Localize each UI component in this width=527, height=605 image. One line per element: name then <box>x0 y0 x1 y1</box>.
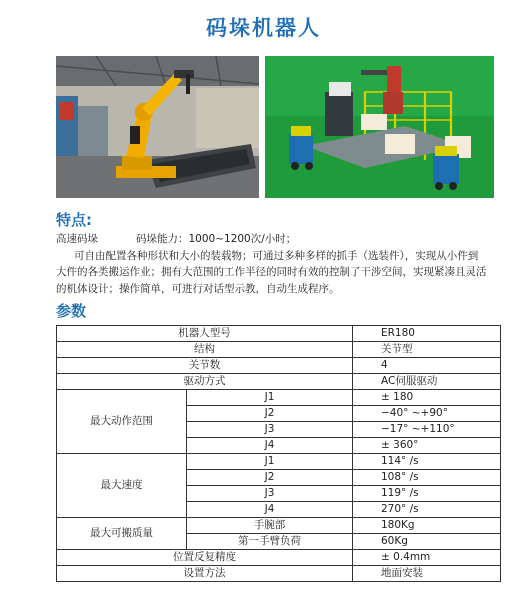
params-table <box>56 325 501 582</box>
palletizing-cell-render <box>265 56 494 198</box>
industrial-robot-photo <box>56 56 259 198</box>
table-row <box>57 390 501 406</box>
structure-label: 结构 <box>57 342 353 358</box>
range-value: −17° ~+110° <box>353 422 501 438</box>
page-title: 码垛机器人 <box>206 16 321 40</box>
repeat-label: 位置反复精度 <box>57 550 353 566</box>
table-row <box>57 342 501 358</box>
range-value: −40° ~+90° <box>353 406 501 422</box>
range-joint: J4 <box>187 438 353 454</box>
speed-value: 119° /s <box>353 486 501 502</box>
payload-value: 180Kg <box>353 518 501 534</box>
speed-value: 270° /s <box>353 502 501 518</box>
payload-part: 手腕部 <box>187 518 353 534</box>
speed-joint: J1 <box>187 454 353 470</box>
speed-value: 108° /s <box>353 470 501 486</box>
payload-label: 最大可搬质量 <box>57 518 187 550</box>
table-row <box>57 518 501 534</box>
range-value: ± 360° <box>353 438 501 454</box>
params-heading: 参数 <box>56 302 87 320</box>
model-value: ER180 <box>353 326 501 342</box>
table-row <box>57 358 501 374</box>
range-joint: J2 <box>187 406 353 422</box>
features-heading: 特点: <box>56 211 92 229</box>
payload-part: 第一手臂负荷 <box>187 534 353 550</box>
speed-label: 最大速度 <box>57 454 187 518</box>
speed-joint: J2 <box>187 470 353 486</box>
install-label: 设置方法 <box>57 566 353 582</box>
payload-value: 60Kg <box>353 534 501 550</box>
table-row <box>57 566 501 582</box>
axes-label: 关节数 <box>57 358 353 374</box>
range-joint: J3 <box>187 422 353 438</box>
features-line-1 <box>56 232 297 246</box>
axes-value: 4 <box>353 358 501 374</box>
drive-label: 驱动方式 <box>57 374 353 390</box>
drive-value: AC伺服驱动 <box>353 374 501 390</box>
features-line-3: 大件的各类搬运作业；拥有大范围的工作半径的同时有效的控制了干涉空间，实现紧凑且灵活 <box>56 266 487 278</box>
install-value: 地面安装 <box>353 566 501 582</box>
features-line-2: 可自由配置各种形状和大小的装载物；可通过多种多样的抓手（选装件），实现从小件到 <box>74 250 479 262</box>
range-value: ± 180 <box>353 390 501 406</box>
speed-joint: J3 <box>187 486 353 502</box>
palletizing-capacity-text: 码垛能力：1000~1200次/小时； <box>136 233 297 245</box>
model-label: 机器人型号 <box>57 326 353 342</box>
range-label: 最大动作范围 <box>57 390 187 454</box>
structure-value: 关节型 <box>353 342 501 358</box>
speed-joint: J4 <box>187 502 353 518</box>
table-row <box>57 550 501 566</box>
speed-value: 114° /s <box>353 454 501 470</box>
repeat-value: ± 0.4mm <box>353 550 501 566</box>
table-row <box>57 454 501 470</box>
features-line-4: 的机体设计；操作简单，可进行对话型示教，自动生成程序。 <box>56 283 340 295</box>
table-row <box>57 326 501 342</box>
range-joint: J1 <box>187 390 353 406</box>
high-speed-label: 高速码垛 <box>56 233 98 245</box>
table-row <box>57 374 501 390</box>
